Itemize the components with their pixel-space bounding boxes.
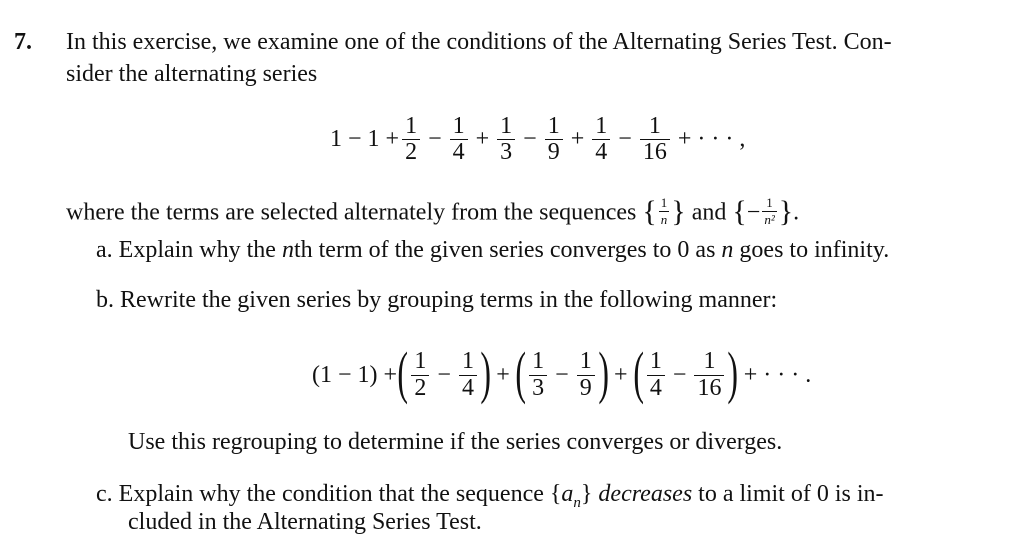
- series-term-5-numerator: 1: [648, 113, 661, 139]
- part-b-text: Rewrite the given series by grouping terms in the following manner:: [120, 287, 778, 313]
- part-c-text-before: Explain why the condition that the sequence {: [118, 481, 562, 507]
- series-term-2-numerator: 1: [500, 113, 513, 139]
- part-a-text-mid: th term of the given series converges to 0 as: [293, 237, 722, 263]
- intro-line-2: sider the alternating series: [66, 61, 318, 87]
- series-term-1-numerator: 1: [452, 113, 465, 139]
- group-2-after: + · · · .: [743, 361, 812, 388]
- series-operator-1: +: [475, 126, 490, 153]
- group-0-first-term-numerator: 1: [414, 348, 427, 375]
- part-a: [96, 236, 889, 265]
- part-c-seq-sub: n: [573, 494, 581, 511]
- group-2-operator: −: [672, 361, 687, 388]
- group-0-second-term: [459, 349, 477, 400]
- group-2-first-term-denominator: 4: [647, 375, 665, 401]
- part-c-label: c.: [96, 481, 113, 507]
- group-2-second-term-numerator: 1: [703, 348, 716, 375]
- series-term-4: [592, 114, 610, 165]
- group-0-first-term: [411, 349, 429, 400]
- part-b-followup: Use this regrouping to determine if the series converges or diverges.: [128, 429, 783, 455]
- group-1-second-term: [577, 349, 595, 400]
- part-c-text-after: to a limit of 0 is in-: [692, 481, 884, 507]
- where-line: where the terms are selected alternately from the sequences { $\frac{1}{n}$ } and {− $\frac{1}{\text{n²}}$ }.: [66, 194, 800, 228]
- series-term-3-numerator: 1: [547, 113, 560, 139]
- group-0-left-paren: (: [397, 340, 409, 405]
- seq2-sign: −: [746, 199, 761, 226]
- part-b: [96, 286, 777, 315]
- group-1-operator: −: [555, 361, 569, 388]
- group-1-left-paren: (: [515, 340, 526, 405]
- right-brace-2: }: [778, 195, 794, 228]
- group-0-operator: −: [437, 361, 451, 388]
- part-a-var2: n: [721, 237, 734, 263]
- series-operator-4: −: [618, 126, 632, 153]
- part-b-label: b.: [96, 287, 114, 313]
- series-term-2: [497, 114, 515, 165]
- part-c-text-brace: }: [580, 481, 593, 507]
- series-term-1: [450, 114, 468, 165]
- series-term-1-denominator: 4: [450, 139, 468, 165]
- intro-line-1: In this exercise, we examine one of the conditions of the Alternating Series Test. Con-: [66, 29, 892, 55]
- group-1-first-term-denominator: 3: [529, 375, 547, 401]
- group-2-first-term: [647, 349, 665, 400]
- seq2-fraction: $\frac{1}{\text{n²}}$: [764, 194, 775, 227]
- right-brace: }: [671, 195, 686, 228]
- where-text: where the terms are selected alternately from the sequences: [66, 199, 637, 226]
- group-2-left-paren: (: [632, 340, 644, 405]
- group-1-second-term-numerator: 1: [579, 348, 592, 375]
- grouped-lead: (1 − 1) +: [312, 361, 398, 388]
- series-term-5: [640, 114, 670, 165]
- left-brace-2: {: [732, 195, 747, 228]
- part-a-text-after: goes to infinity.: [733, 237, 890, 263]
- group-0-first-term-denominator: 2: [411, 375, 429, 401]
- group-1-after: +: [614, 361, 628, 388]
- part-a-var: n: [281, 237, 294, 263]
- series-equation: [330, 114, 750, 165]
- part-a-label: a.: [96, 237, 113, 263]
- series-term-4-numerator: 1: [595, 113, 608, 139]
- series-operator-2: −: [523, 126, 537, 153]
- problem-number: 7.: [14, 29, 32, 55]
- series-term-4-denominator: 4: [592, 139, 610, 165]
- series-lead: 1 − 1 +: [330, 126, 400, 153]
- series-term-2-denominator: 3: [497, 139, 515, 165]
- grouped-series-equation: [312, 340, 816, 405]
- group-2-right-paren: ): [727, 340, 739, 405]
- part-c-seq-var: a: [561, 481, 574, 507]
- and-text: and: [691, 199, 727, 226]
- group-2-second-term: [694, 349, 724, 400]
- series-term-3: [545, 114, 563, 165]
- series-operator-5: + · · · ,: [677, 126, 746, 153]
- left-brace: {: [642, 195, 657, 228]
- group-0-after: +: [496, 361, 510, 388]
- group-1-first-term-numerator: 1: [532, 348, 545, 375]
- series-term-3-denominator: 9: [545, 139, 563, 165]
- group-2-second-term-denominator: 16: [694, 375, 724, 401]
- series-operator-3: +: [570, 126, 585, 153]
- series-term-0-numerator: 1: [405, 113, 418, 139]
- group-1-first-term: [529, 349, 547, 400]
- part-c-italic-word: decreases: [598, 481, 693, 507]
- group-1-right-paren: ): [598, 340, 609, 405]
- part-c-line-2: cluded in the Alternating Series Test.: [128, 509, 482, 535]
- part-a-text-before: Explain why the: [118, 237, 282, 263]
- group-0-second-term-numerator: 1: [461, 348, 474, 375]
- group-1-second-term-denominator: 9: [577, 375, 595, 401]
- group-0-second-term-denominator: 4: [459, 375, 477, 401]
- series-term-5-denominator: 16: [640, 139, 670, 165]
- series-term-0: [402, 114, 420, 165]
- group-2-first-term-numerator: 1: [649, 348, 662, 375]
- group-0-right-paren: ): [480, 340, 491, 405]
- series-operator-0: −: [428, 126, 442, 153]
- series-term-0-denominator: 2: [402, 139, 420, 165]
- seq1-fraction: $\frac{1}{n}$: [660, 194, 668, 227]
